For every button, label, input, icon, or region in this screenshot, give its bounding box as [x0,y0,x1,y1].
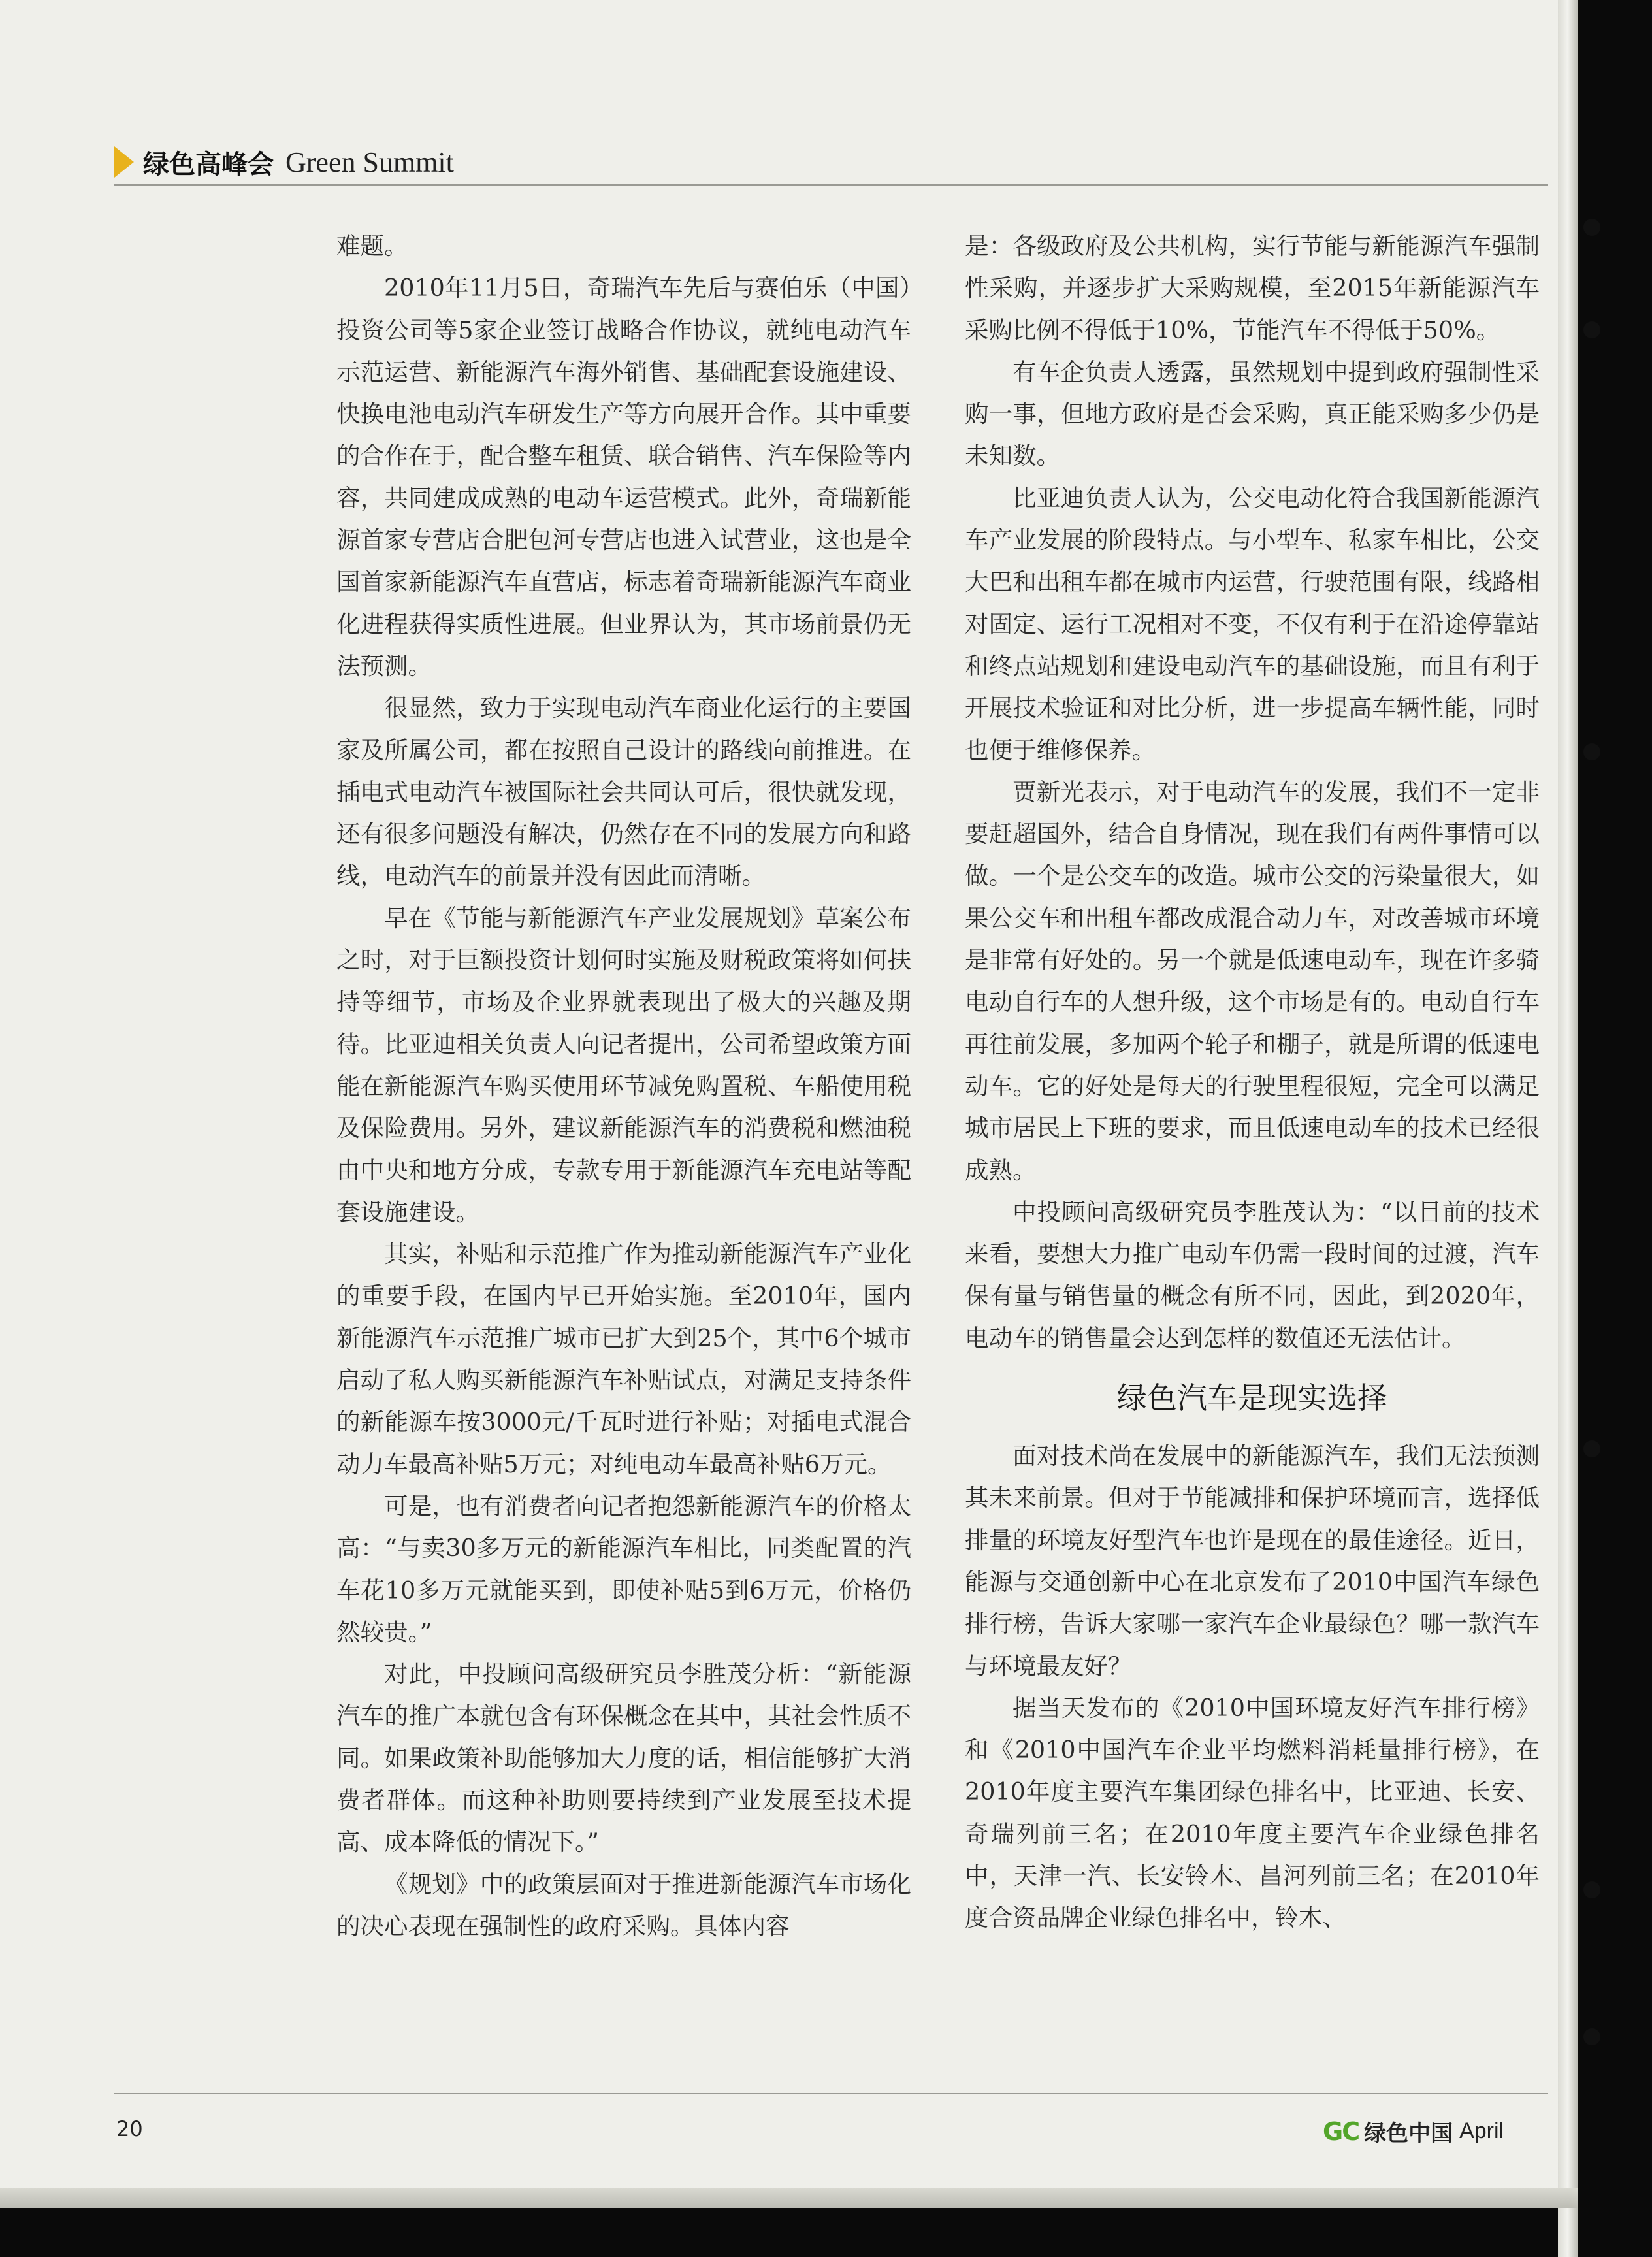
footer-divider [114,2093,1548,2094]
section-title-cn: 绿色高峰会 [143,149,274,180]
left-column [336,225,911,1947]
paragraph: 面对技术尚在发展中的新能源汽车，我们无法预测其未来前景。但对于节能减排和保护环境而言，选择低排量的环境友好型汽车也许是现在的最佳途径。近日，能源与交通创新中心在北京发布了2010中国汽车绿色排行榜，告诉大家哪一家汽车企业最绿色？哪一款汽车与环境最友好？ [965,1442,1540,1680]
section-header [114,142,454,182]
paragraph: 其实，补贴和示范推广作为推动新能源汽车产业化的重要手段，在国内早已开始实施。至2010年，国内新能源汽车示范推广城市已扩大到25个，其中6个城市启动了私人购买新能源汽车补贴试点，对满足支持条件的新能源车按3000元/千瓦时进行补贴；对插电式混合动力车最高补贴5万元；对纯电动车最高补贴6万元。 [336,1240,911,1478]
binding-hole-icon [1583,321,1600,338]
paragraph: 早在《节能与新能源汽车产业发展规划》草案公布之时，对于巨额投资计划何时实施及财税政策将如何扶持等细节，市场及企业界就表现出了极大的兴趣及期待。比亚迪相关负责人向记者提出，公司希望政策方面能在新能源汽车购买使用环节减免购置税、车船使用税及保险费用。另外，建议新能源汽车的消费税和燃油税由中央和地方分成，专款专用于新能源汽车充电站等配套设施建设。 [336,903,911,1226]
binding-hole-icon [1583,2028,1600,2045]
subheading: 绿色汽车是现实选择 [1117,1380,1387,1416]
page-number: 20 [116,2117,143,2141]
paper-edge-bottom [0,2188,1578,2208]
paragraph: 很显然，致力于实现电动汽车商业化运行的主要国家及所属公司，都在按照自己设计的路线向前推进。在插电式电动汽车被国际社会共同认可后，很快就发现，还有很多问题没有解决，仍然存在不同的发展方向和路线，电动汽车的前景并没有因此而清晰。 [336,694,911,890]
paragraph: 可是，也有消费者向记者抱怨新能源汽车的价格太高：“与卖30多万元的新能源汽车相比，同类配置的汽车花10多万元就能买到，即使补贴5到6万元，价格仍然较贵。” [336,1491,911,1646]
binding-hole-icon [1583,1881,1600,1898]
paragraph: 有车企负责人透露，虽然规划中提到政府强制性采购一事，但地方政府是否会采购，真正能采购多少仍是未知数。 [965,357,1540,470]
paragraph: 比亚迪负责人认为，公交电动化符合我国新能源汽车产业发展的阶段特点。与小型车、私家车相比，公交大巴和出租车都在城市内运营，行驶范围有限，线路相对固定、运行工况相对不变，不仅有利于在沿途停靠站和终点站规划和建设电动汽车的基础设施，而且有利于开展技术验证和对比分析，进一步提高车辆性能，同时也便于维修保养。 [965,483,1540,764]
issue-month: April [1459,2119,1504,2143]
paragraph: 难题。 [336,232,408,260]
paper-edge-right [1558,0,1578,2257]
section-title-en: Green Summit [285,146,454,178]
header-divider [114,184,1548,186]
triangle-arrow-icon [114,146,134,178]
binding-hole-icon [1583,743,1600,760]
gc-logo-icon: GC [1323,2117,1359,2146]
paragraph: 《规划》中的政策层面对于推进新能源汽车市场化的决心表现在强制性的政府采购。具体内容 [336,1870,911,1940]
paragraph: 据当天发布的《2010中国环境友好汽车排行榜》和《2010中国汽车企业平均燃料消耗量排行榜》，在2010年度主要汽车集团绿色排名中，比亚迪、长安、奇瑞列前三名；在2010年度主要汽车企业绿色排名中，天津一汽、长安铃木、昌河列前三名；在2010年度合资品牌企业绿色排名中，铃木、 [965,1693,1540,1932]
paragraph: 2010年11月5日，奇瑞汽车先后与赛伯乐（中国）投资公司等5家企业签订战略合作协议，就纯电动汽车示范运营、新能源汽车海外销售、基础配套设施建设、快换电池电动汽车研发生产等方向展开合作。其中重要的合作在于，配合整车租赁、联合销售、汽车保险等内容，共同建成成熟的电动车运营模式。此外，奇瑞新能源首家专营店合肥包河专营店也进入试营业，这也是全国首家新能源汽车直营店，标志着奇瑞新能源汽车商业化进程获得实质性进展。但业界认为，其市场前景仍无法预测。 [336,274,911,680]
binding-hole-icon [1583,1440,1600,1457]
binding-hole-icon [1583,219,1600,236]
paragraph: 是：各级政府及公共机构，实行节能与新能源汽车强制性采购，并逐步扩大采购规模，至2015年新能源汽车采购比例不得低于10%，节能汽车不得低于50%。 [965,232,1540,344]
paragraph: 中投顾问高级研究员李胜茂认为：“以目前的技术来看，要想大力推广电动车仍需一段时间的过渡，汽车保有量与销售量的概念有所不同，因此，到2020年，电动车的销售量会达到怎样的数值还无法估计。 [965,1197,1540,1352]
magazine-brand [1323,2115,1504,2147]
paragraph: 贾新光表示，对于电动汽车的发展，我们不一定非要赶超国外，结合自身情况，现在我们有两件事情可以做。一个是公交车的改造。城市公交的污染量很大，如果公交车和出租车都改成混合动力车，对改善城市环境是非常有好处的。另一个就是低速电动车，现在许多骑电动自行车的人想升级，这个市场是有的。电动自行车再往前发展，多加两个轮子和棚子，就是所谓的低速电动车。它的好处是每天的行驶里程很短，完全可以满足城市居民上下班的要求，而且低速电动车的技术已经很成熟。 [965,777,1540,1184]
right-column [965,225,1540,1940]
magazine-name: 绿色中国 [1364,2120,1453,2147]
paragraph: 对此，中投顾问高级研究员李胜茂分析：“新能源汽车的推广本就包含有环保概念在其中，其社会性质不同。如果政策补助能够加大力度的话，相信能够扩大消费者群体。而这种补助则要持续到产业发展至技术提高、成本降低的情况下。” [336,1660,911,1857]
